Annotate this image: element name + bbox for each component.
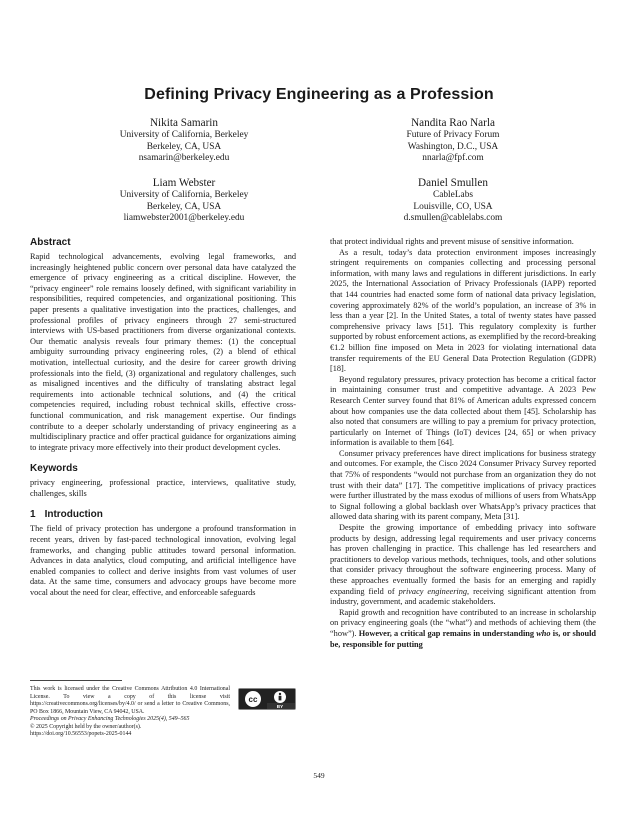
paragraph-continued: that protect individual rights and prevent misuse of sensitive information. [330,237,574,246]
paragraph-privacy-by-design: Despite the growing importance of embedding privacy into software products by design, addressing legal requirements and user privacy concerns has proven challenging in practice. This challenge has led researchers and practitioners to develop various methods, techniques, tools, and other solutions that consider privacy throughout the software engineering process. Many of these approaches eventually formed the basis for an emerging and rapidly expanding field of privacy engineering, receiving significant attention from industry, government, and academic stakeholders. [330,523,596,607]
author-block-3 [69,176,299,225]
author-name: Nikita Samarin [149,117,219,129]
author-email: d.smullen@cablelabs.com [403,213,503,224]
section-number: 1 [30,509,36,521]
abstract-text: Rapid technological advancements, evolving legal frameworks, and increasingly heightened public concern over personal data have catalyzed the emergence of privacy engineering as a critical discipline. However, the “privacy engineer” role remains loosely defined, with significant variability in responsibilities, required competencies, and organizational positioning. This paper presents a qualitative investigation into the practices, challenges, and professional profiles of privacy engineers through 27 semi-structured interviews with US-based practitioners from diverse organizational contexts. Our thematic analysis reveals four primary themes: (1) the conceptual ambiguity surrounding privacy engineering roles, (2) a blend of ethical motivation, intellectual curiosity, and the desire for career growth driving professionals into the field, (3) organizational and regulatory challenges, such as misaligned incentives and the difficulty of translating abstract legal requirements into actionable technical solutions, and (4) the critical competencies required, including robust technical skills, effective cross-functional communication, and risk management expertise. Our findings contribute to a deeper scholarly understanding of privacy engineering as a multidisciplinary practice and offer practical guidance for organizations aiming to integrate privacy more effectively into their product development cycles. [30,252,296,452]
paragraph-business-strategy: Consumer privacy preferences have direct implications for business strategy and outcomes. For example, the Cisco 2024 Consumer Privacy Survey reported that 75% of respondents “would not purchase from an organization they do not trust with their data” [17]. The competitive implications of privacy practices were further illustrated by the mass exodus of millions of users from WhatsApp to Signal following a global backlash over WhatsApp’s privacy practices that allowed data sharing with its parent company, Meta [31]. [330,448,596,522]
author-name: Daniel Smullen [418,177,488,189]
bold-gap-statement: However, a critical gap remains in understanding who is, or should be, responsible for putting [330,628,597,649]
author-name: Liam Webster [152,177,216,189]
paragraph-research-gap: Rapid growth and recognition have contributed to an increase in scholarship on privacy engineering goals (the “what”) and methods of achieving them (the “how”). However, a critical gap remains in understanding who is, or should be, responsible for putting [330,607,597,649]
left-column [30,237,296,599]
cc-by-logo-icon [239,689,295,709]
page-number: 549 [313,771,325,780]
right-column [330,237,596,650]
abstract-heading: Abstract [30,237,71,248]
author-block-1 [69,116,299,165]
author-affiliation: CableLabs [432,190,474,200]
cc-badge-text: cc [248,695,258,704]
author-location: Louisville, CO, USA [413,201,493,212]
paragraph-regulations: As a result, today’s data protection environment imposes increasingly stringent requirements on companies collecting and processing personal information, with many laws and regulations in different jurisdictions. In early 2025, the International Association of Privacy Professionals (IAPP) reported that 144 countries had enacted some form of national data privacy legislation, covering approximately 82% of the world’s population, an increase of 3% in less than a year [2]. In the United States, a total of twenty states have passed comprehensive privacy laws [51]. This regulatory complexity is further supported by robust enforcement actions, as exemplified by the record-breaking €1.2 billion fine imposed on Meta in 2023 for violating international data transfer requirements of the EU General Data Protection Regulation (GDPR) [18]. [330,247,596,374]
author-affiliation: University of California, Berkeley [119,190,249,200]
author-affiliation: University of California, Berkeley [119,130,249,140]
section-title: Introduction [44,509,103,521]
author-block-4 [338,176,568,225]
license-text: This work is licensed under the Creative Commons Attribution 4.0 International License. To view a copy of this license visit https://creativecommons.org/licenses/by/4.0/ or send a letter to Creative Commons, PO Box 1866, Mountain View, CA 94042, USA. [30,686,230,715]
copyright-line: © 2025 Copyright held by the owner/author(s). [30,723,142,730]
author-block-2 [338,116,568,165]
author-location: Berkeley, CA, USA [146,141,222,152]
author-email: nsamarin@berkeley.edu [138,153,230,164]
by-badge-text: BY [276,704,284,709]
license-footnote [30,686,296,739]
emphasis-privacy-engineering: privacy engineering [398,586,468,596]
doi-link[interactable]: https://doi.org/10.56553/popets-2025-0144 [30,731,132,737]
keywords-heading: Keywords [30,463,78,475]
introduction-paragraph: The field of privacy protection has undergone a profound transformation in recent years, driven by fast-paced technological innovation, evolving legal frameworks, and changing public attitudes toward personal information. Advances in data analytics, cloud computing, and artificial intelligence have enabled companies to collect and derive insights from vast volumes of user data. At the same time, consumers and advocacy groups have become more vocal about the need for clear, effective, and enforceable safeguards [30,524,296,598]
paragraph-consumer-trust: Beyond regulatory pressures, privacy protection has become a critical factor in maintaining consumer trust and competitive advantage. A 2023 Pew Research Center survey found that 81% of American adults expressed concern about how companies use the data collected about them [45]. Scholarship has also noted that consumers are willing to pay a premium for privacy protection, particularly on Internet of Things (IoT) devices [24, 65] or when privacy information is available to them [64]. [330,374,596,448]
footnote-rule [30,680,122,681]
author-email: nnarla@fpf.com [422,153,484,164]
introduction-heading [30,509,296,521]
author-location: Berkeley, CA, USA [146,201,222,212]
keywords-text: privacy engineering, professional practice, interviews, qualitative study, challenges, skills [30,478,296,498]
cc-by-badge [238,688,296,710]
author-email: liamwebster2001@berkeley.edu [123,213,245,224]
proceedings-line: Proceedings on Privacy Enhancing Technologies 2025(4), 549–565 [30,716,190,722]
author-location: Washington, D.C., USA [407,141,499,152]
paper-title: Defining Privacy Engineering as a Profession [144,86,494,103]
author-affiliation: Future of Privacy Forum [406,130,500,140]
author-name: Nandita Rao Narla [411,117,495,129]
